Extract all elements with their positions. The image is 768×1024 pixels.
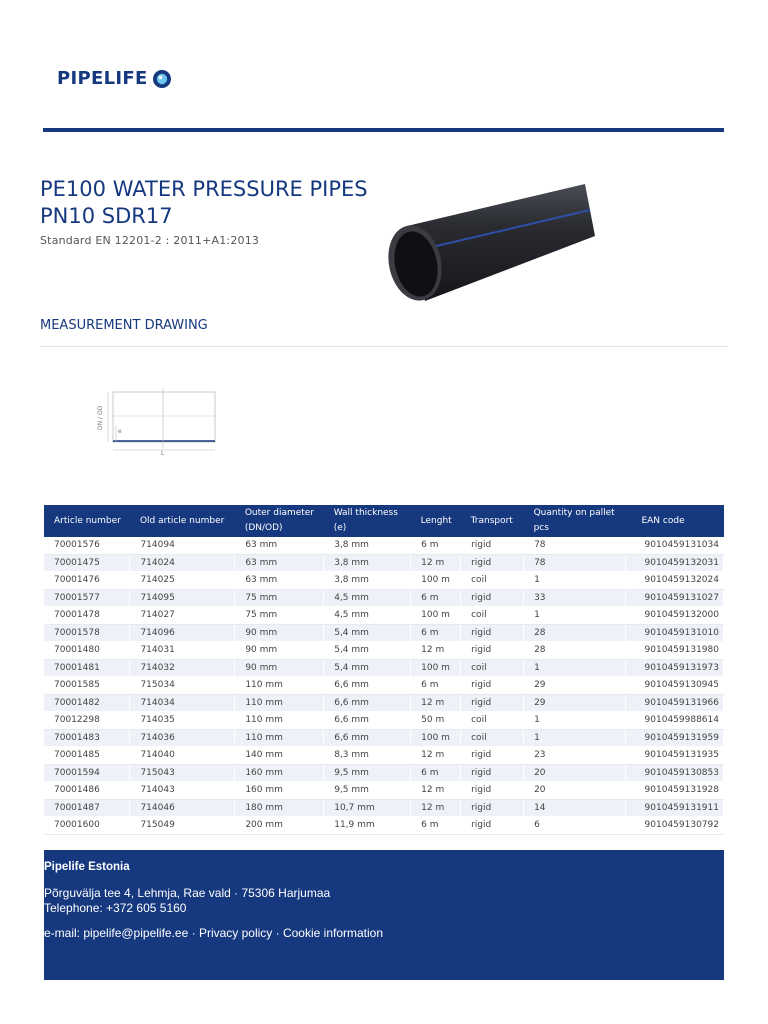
wall-thickness-cell: 4,5 mm xyxy=(324,589,411,607)
ean-code-cell: 9010459130792 xyxy=(625,817,723,835)
table-row xyxy=(44,572,724,590)
header-outer-diameter: Outer diameter (DN/OD) xyxy=(235,505,324,537)
ean-code-cell: 9010459131973 xyxy=(625,659,723,677)
old-article-number-cell: 714027 xyxy=(130,607,235,625)
wall-thickness-cell: 11,9 mm xyxy=(324,817,411,835)
header-quantity-on-pallet: Quantity on pallet pcs xyxy=(524,505,626,537)
length-cell: 100 m xyxy=(411,729,461,747)
article-number-cell: 70012298 xyxy=(44,712,130,730)
table-row xyxy=(44,642,724,660)
pipelife-logo[interactable] xyxy=(57,68,172,89)
quantity-cell: 1 xyxy=(524,607,626,625)
outer-diameter-cell: 63 mm xyxy=(235,554,324,572)
old-article-number-cell: 714096 xyxy=(130,624,235,642)
article-number-cell: 70001576 xyxy=(44,537,130,554)
ean-code-cell: 9010459988614 xyxy=(625,712,723,730)
old-article-number-cell: 714025 xyxy=(130,572,235,590)
product-title xyxy=(40,176,400,230)
old-article-number-cell: 714035 xyxy=(130,712,235,730)
footer-address: Põrguvälja tee 4, Lehmja, Rae vald · 75306 Harjumaa xyxy=(44,886,331,900)
article-number-cell: 70001481 xyxy=(44,659,130,677)
old-article-number-cell: 715043 xyxy=(130,764,235,782)
table-row xyxy=(44,537,724,554)
length-cell: 12 m xyxy=(411,694,461,712)
transport-cell: coil xyxy=(461,712,524,730)
table-row xyxy=(44,799,724,817)
article-number-cell: 70001475 xyxy=(44,554,130,572)
length-cell: 6 m xyxy=(411,677,461,695)
table-body xyxy=(44,537,724,834)
wall-thickness-cell: 9,5 mm xyxy=(324,782,411,800)
table-row xyxy=(44,659,724,677)
transport-cell: rigid xyxy=(461,677,524,695)
ean-code-cell: 9010459131034 xyxy=(625,537,723,554)
ean-code-cell: 9010459130945 xyxy=(625,677,723,695)
ean-code-cell: 9010459131928 xyxy=(625,782,723,800)
quantity-cell: 1 xyxy=(524,712,626,730)
quantity-cell: 29 xyxy=(524,677,626,695)
length-cell: 6 m xyxy=(411,764,461,782)
footer xyxy=(44,850,724,980)
quantity-cell: 6 xyxy=(524,817,626,835)
header-ean-code: EAN code xyxy=(625,505,723,537)
wall-thickness-cell: 5,4 mm xyxy=(324,642,411,660)
wall-thickness-cell: 6,6 mm xyxy=(324,694,411,712)
quantity-cell: 78 xyxy=(524,537,626,554)
logo-text: PIPELIFE xyxy=(57,68,148,89)
ean-code-cell: 9010459132031 xyxy=(625,554,723,572)
wall-thickness-cell: 9,5 mm xyxy=(324,764,411,782)
quantity-cell: 1 xyxy=(524,659,626,677)
outer-diameter-cell: 90 mm xyxy=(235,642,324,660)
old-article-number-cell: 714034 xyxy=(130,694,235,712)
header-divider xyxy=(43,128,724,132)
length-cell: 6 m xyxy=(411,624,461,642)
header-old-article-number: Old article number xyxy=(130,505,235,537)
transport-cell: rigid xyxy=(461,537,524,554)
outer-diameter-cell: 110 mm xyxy=(235,694,324,712)
footer-phone: Telephone: +372 605 5160 xyxy=(44,901,187,915)
cookie-information-link[interactable]: Cookie information xyxy=(282,926,384,940)
transport-cell: rigid xyxy=(461,747,524,765)
header-length: Lenght xyxy=(411,505,461,537)
article-number-cell: 70001487 xyxy=(44,799,130,817)
article-number-cell: 70001480 xyxy=(44,642,130,660)
table-row xyxy=(44,554,724,572)
outer-diameter-cell: 75 mm xyxy=(235,589,324,607)
wall-thickness-cell: 8,3 mm xyxy=(324,747,411,765)
quantity-cell: 78 xyxy=(524,554,626,572)
pipe-product-image xyxy=(385,176,595,311)
wall-thickness-cell: 6,6 mm xyxy=(324,677,411,695)
wall-thickness-cell: 5,4 mm xyxy=(324,659,411,677)
outer-diameter-cell: 110 mm xyxy=(235,712,324,730)
wall-thickness-cell: 5,4 mm xyxy=(324,624,411,642)
header-article-number: Article number xyxy=(44,505,130,537)
table-row xyxy=(44,764,724,782)
logo-circle-icon xyxy=(152,69,172,89)
article-number-cell: 70001585 xyxy=(44,677,130,695)
article-number-cell: 70001600 xyxy=(44,817,130,835)
header-wall-thickness: Wall thickness (e) xyxy=(324,505,411,537)
privacy-policy-link[interactable]: Privacy policy xyxy=(198,926,273,940)
product-title-line2: PN10 SDR17 xyxy=(40,204,173,228)
article-number-cell: 70001578 xyxy=(44,624,130,642)
transport-cell: coil xyxy=(461,729,524,747)
ean-code-cell: 9010459131959 xyxy=(625,729,723,747)
table-row xyxy=(44,677,724,695)
outer-diameter-cell: 160 mm xyxy=(235,764,324,782)
length-cell: 12 m xyxy=(411,799,461,817)
ean-code-cell: 9010459131966 xyxy=(625,694,723,712)
quantity-cell: 28 xyxy=(524,642,626,660)
table-row xyxy=(44,607,724,625)
transport-cell: rigid xyxy=(461,817,524,835)
old-article-number-cell: 714094 xyxy=(130,537,235,554)
length-cell: 12 m xyxy=(411,642,461,660)
table-row xyxy=(44,712,724,730)
table-row xyxy=(44,729,724,747)
old-article-number-cell: 714031 xyxy=(130,642,235,660)
quantity-cell: 20 xyxy=(524,782,626,800)
transport-cell: rigid xyxy=(461,764,524,782)
ean-code-cell: 9010459130853 xyxy=(625,764,723,782)
quantity-cell: 14 xyxy=(524,799,626,817)
header-transport: Transport xyxy=(461,505,524,537)
table-row xyxy=(44,694,724,712)
product-table xyxy=(44,505,724,835)
transport-cell: rigid xyxy=(461,694,524,712)
ean-code-cell: 9010459131980 xyxy=(625,642,723,660)
product-title-line1: PE100 WATER PRESSURE PIPES xyxy=(40,177,368,201)
footer-separator: · xyxy=(188,926,199,940)
transport-cell: rigid xyxy=(461,799,524,817)
old-article-number-cell: 715049 xyxy=(130,817,235,835)
old-article-number-cell: 714046 xyxy=(130,799,235,817)
table-row xyxy=(44,747,724,765)
transport-cell: coil xyxy=(461,607,524,625)
quantity-cell: 1 xyxy=(524,729,626,747)
length-cell: 6 m xyxy=(411,589,461,607)
drawing-label-dn: DN / OD xyxy=(97,405,104,430)
ean-code-cell: 9010459131911 xyxy=(625,799,723,817)
article-number-cell: 70001594 xyxy=(44,764,130,782)
outer-diameter-cell: 200 mm xyxy=(235,817,324,835)
old-article-number-cell: 714036 xyxy=(130,729,235,747)
ean-code-cell: 9010459131010 xyxy=(625,624,723,642)
length-cell: 6 m xyxy=(411,817,461,835)
article-number-cell: 70001482 xyxy=(44,694,130,712)
length-cell: 50 m xyxy=(411,712,461,730)
quantity-cell: 20 xyxy=(524,764,626,782)
outer-diameter-cell: 160 mm xyxy=(235,782,324,800)
ean-code-cell: 9010459131027 xyxy=(625,589,723,607)
outer-diameter-cell: 90 mm xyxy=(235,659,324,677)
drawing-label-l: L xyxy=(161,450,165,457)
wall-thickness-cell: 3,8 mm xyxy=(324,554,411,572)
transport-cell: rigid xyxy=(461,589,524,607)
quantity-cell: 33 xyxy=(524,589,626,607)
table-header-row xyxy=(44,505,724,537)
old-article-number-cell: 714032 xyxy=(130,659,235,677)
article-number-cell: 70001483 xyxy=(44,729,130,747)
wall-thickness-cell: 3,8 mm xyxy=(324,537,411,554)
ean-code-cell: 9010459131935 xyxy=(625,747,723,765)
transport-cell: coil xyxy=(461,659,524,677)
article-number-cell: 70001478 xyxy=(44,607,130,625)
length-cell: 6 m xyxy=(411,537,461,554)
footer-links xyxy=(44,926,383,940)
product-standard: Standard EN 12201-2 : 2011+A1:2013 xyxy=(40,234,260,247)
footer-email-link[interactable]: e-mail: pipelife@pipelife.ee xyxy=(44,926,189,940)
old-article-number-cell: 714095 xyxy=(130,589,235,607)
ean-code-cell: 9010459132024 xyxy=(625,572,723,590)
article-number-cell: 70001485 xyxy=(44,747,130,765)
measurement-drawing-heading: MEASUREMENT DRAWING xyxy=(40,318,208,333)
article-number-cell: 70001486 xyxy=(44,782,130,800)
transport-cell: rigid xyxy=(461,624,524,642)
drawing-label-e: e xyxy=(118,428,122,435)
quantity-cell: 28 xyxy=(524,624,626,642)
old-article-number-cell: 714024 xyxy=(130,554,235,572)
table-row xyxy=(44,589,724,607)
length-cell: 100 m xyxy=(411,572,461,590)
quantity-cell: 23 xyxy=(524,747,626,765)
old-article-number-cell: 715034 xyxy=(130,677,235,695)
article-number-cell: 70001577 xyxy=(44,589,130,607)
outer-diameter-cell: 110 mm xyxy=(235,677,324,695)
measurement-drawing xyxy=(88,382,228,462)
ean-code-cell: 9010459132000 xyxy=(625,607,723,625)
outer-diameter-cell: 90 mm xyxy=(235,624,324,642)
outer-diameter-cell: 63 mm xyxy=(235,572,324,590)
outer-diameter-cell: 110 mm xyxy=(235,729,324,747)
table-row xyxy=(44,817,724,835)
wall-thickness-cell: 3,8 mm xyxy=(324,572,411,590)
length-cell: 12 m xyxy=(411,782,461,800)
footer-separator: · xyxy=(272,926,283,940)
article-number-cell: 70001476 xyxy=(44,572,130,590)
old-article-number-cell: 714040 xyxy=(130,747,235,765)
length-cell: 100 m xyxy=(411,659,461,677)
length-cell: 12 m xyxy=(411,554,461,572)
wall-thickness-cell: 6,6 mm xyxy=(324,712,411,730)
footer-company: Pipelife Estonia xyxy=(44,861,130,873)
outer-diameter-cell: 180 mm xyxy=(235,799,324,817)
wall-thickness-cell: 4,5 mm xyxy=(324,607,411,625)
table-row xyxy=(44,624,724,642)
old-article-number-cell: 714043 xyxy=(130,782,235,800)
length-cell: 100 m xyxy=(411,607,461,625)
quantity-cell: 29 xyxy=(524,694,626,712)
transport-cell: coil xyxy=(461,572,524,590)
outer-diameter-cell: 63 mm xyxy=(235,537,324,554)
transport-cell: rigid xyxy=(461,642,524,660)
table-row xyxy=(44,782,724,800)
wall-thickness-cell: 10,7 mm xyxy=(324,799,411,817)
section-divider xyxy=(40,346,728,347)
quantity-cell: 1 xyxy=(524,572,626,590)
length-cell: 12 m xyxy=(411,747,461,765)
outer-diameter-cell: 140 mm xyxy=(235,747,324,765)
outer-diameter-cell: 75 mm xyxy=(235,607,324,625)
wall-thickness-cell: 6,6 mm xyxy=(324,729,411,747)
transport-cell: rigid xyxy=(461,782,524,800)
transport-cell: rigid xyxy=(461,554,524,572)
